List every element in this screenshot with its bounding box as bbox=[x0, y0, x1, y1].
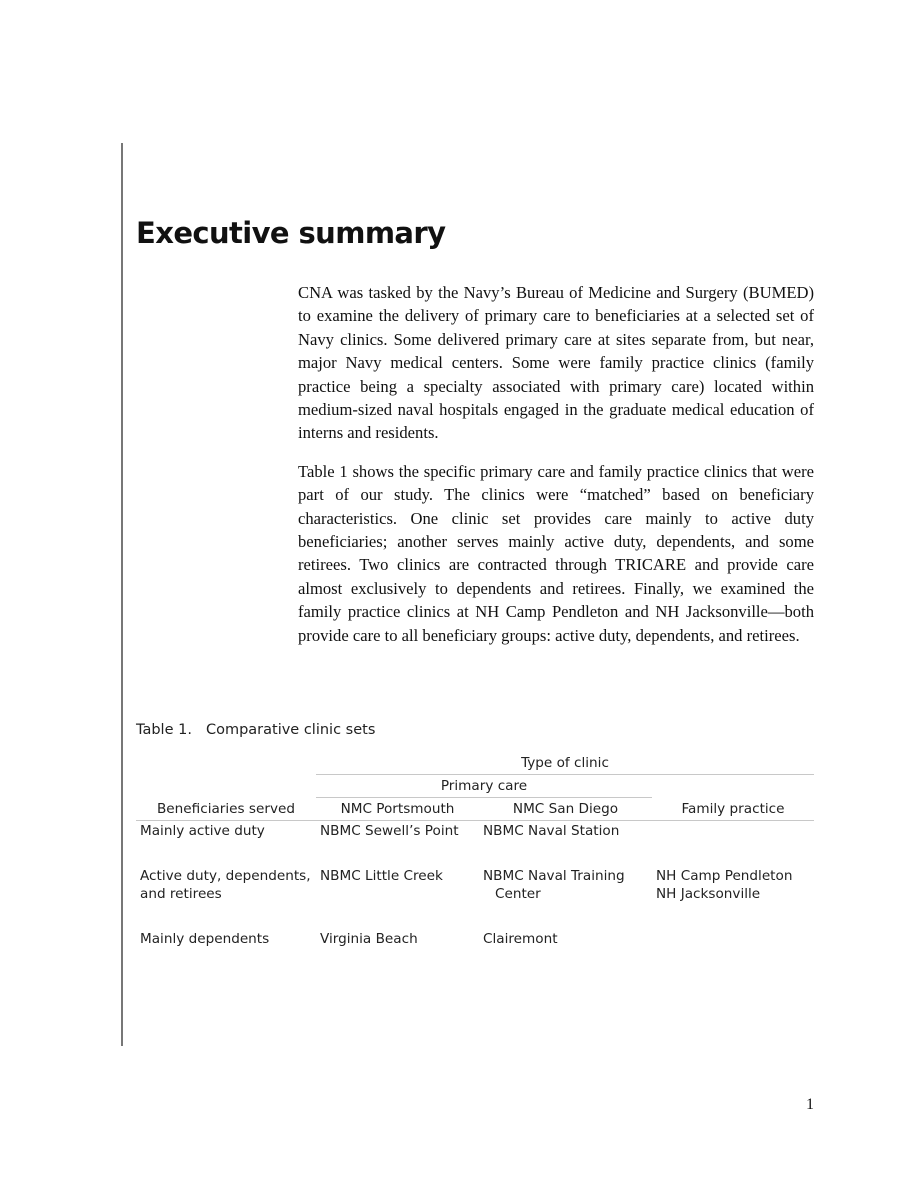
cell-text: Center bbox=[495, 886, 541, 902]
clinic-table bbox=[136, 752, 814, 974]
column-header-portsmouth: NMC Portsmouth bbox=[316, 798, 479, 821]
column-header-family-practice: Family practice bbox=[652, 798, 814, 821]
paragraph-table-description: Table 1 shows the specific primary care and family practice clinics that were part of our study. The clinics were “matched” based on beneficiary characteristics. One clinic set provides care mainly to active duty beneficiaries; another serves mainly active duty, dependents, and some retirees. Two clinics are contracted through TRICARE and provide care almost exclusively to dependents and retirees. Finally, we examined the family practice clinics at NH Camp Pendleton and NH Jacksonville—both provide care to all beneficiary groups: active duty, dependents, and retirees. bbox=[298, 461, 814, 645]
cell-text: NH Jacksonville bbox=[656, 886, 761, 902]
cell-family-practice bbox=[652, 866, 814, 929]
cell-text: Mainly dependents bbox=[140, 931, 270, 947]
cell-text: NH Camp Pendleton bbox=[656, 868, 793, 884]
column-header-san-diego: NMC San Diego bbox=[479, 798, 652, 821]
page-heading: Executive summary bbox=[136, 216, 446, 250]
cell-san-diego bbox=[479, 866, 652, 929]
cell-family-practice bbox=[652, 821, 814, 867]
cell-text: Clairemont bbox=[483, 931, 558, 947]
cell-text: NBMC Sewell’s Point bbox=[320, 823, 459, 839]
table-caption bbox=[136, 722, 375, 738]
table-header-type-of-clinic: Type of clinic bbox=[316, 752, 814, 775]
cell-san-diego bbox=[479, 929, 652, 974]
table-header-subgroup-row bbox=[136, 775, 814, 798]
page-number: 1 bbox=[806, 1096, 814, 1113]
cell-portsmouth bbox=[316, 821, 479, 867]
paragraph-intro: CNA was tasked by the Navy’s Bureau of Medicine and Surgery (BUMED) to examine the delivery of primary care to beneficiaries at a selected set of Navy clinics. Some delivered primary care at sites separate from, but near, major Navy medical centers. Some were family practice clinics (family practice being a specialty associated with primary care) located within medium-sized naval hospitals engaged in the graduate medical education of interns and residents. bbox=[298, 283, 814, 443]
body-text bbox=[298, 281, 814, 662]
cell-beneficiaries bbox=[136, 866, 316, 929]
column-header-beneficiaries: Beneficiaries served bbox=[136, 798, 316, 821]
table-row bbox=[136, 821, 814, 867]
cell-text: Virginia Beach bbox=[320, 931, 418, 947]
cell-text: NBMC Naval Station bbox=[483, 823, 620, 839]
table-column-header-row bbox=[136, 798, 814, 821]
cell-text: Mainly active duty bbox=[140, 823, 265, 839]
cell-text: and retirees bbox=[140, 886, 222, 902]
table-row bbox=[136, 866, 814, 929]
cell-text: NBMC Little Creek bbox=[320, 868, 443, 884]
table-header-group-row bbox=[136, 752, 814, 775]
cell-family-practice bbox=[652, 929, 814, 974]
table-header-primary-care: Primary care bbox=[316, 775, 652, 798]
table-row bbox=[136, 929, 814, 974]
table-header-spacer bbox=[652, 775, 814, 798]
cell-san-diego bbox=[479, 821, 652, 867]
table-header-spacer bbox=[136, 752, 316, 775]
margin-rule bbox=[121, 143, 123, 1046]
cell-beneficiaries bbox=[136, 821, 316, 867]
table-header-spacer bbox=[136, 775, 316, 798]
cell-text: NBMC Naval Training bbox=[483, 868, 625, 884]
cell-text: Active duty, dependents, bbox=[140, 868, 311, 884]
table-caption-title: Comparative clinic sets bbox=[205, 722, 376, 738]
cell-beneficiaries bbox=[136, 929, 316, 974]
cell-portsmouth bbox=[316, 866, 479, 929]
table-caption-number: Table 1. bbox=[136, 722, 192, 738]
cell-portsmouth bbox=[316, 929, 479, 974]
